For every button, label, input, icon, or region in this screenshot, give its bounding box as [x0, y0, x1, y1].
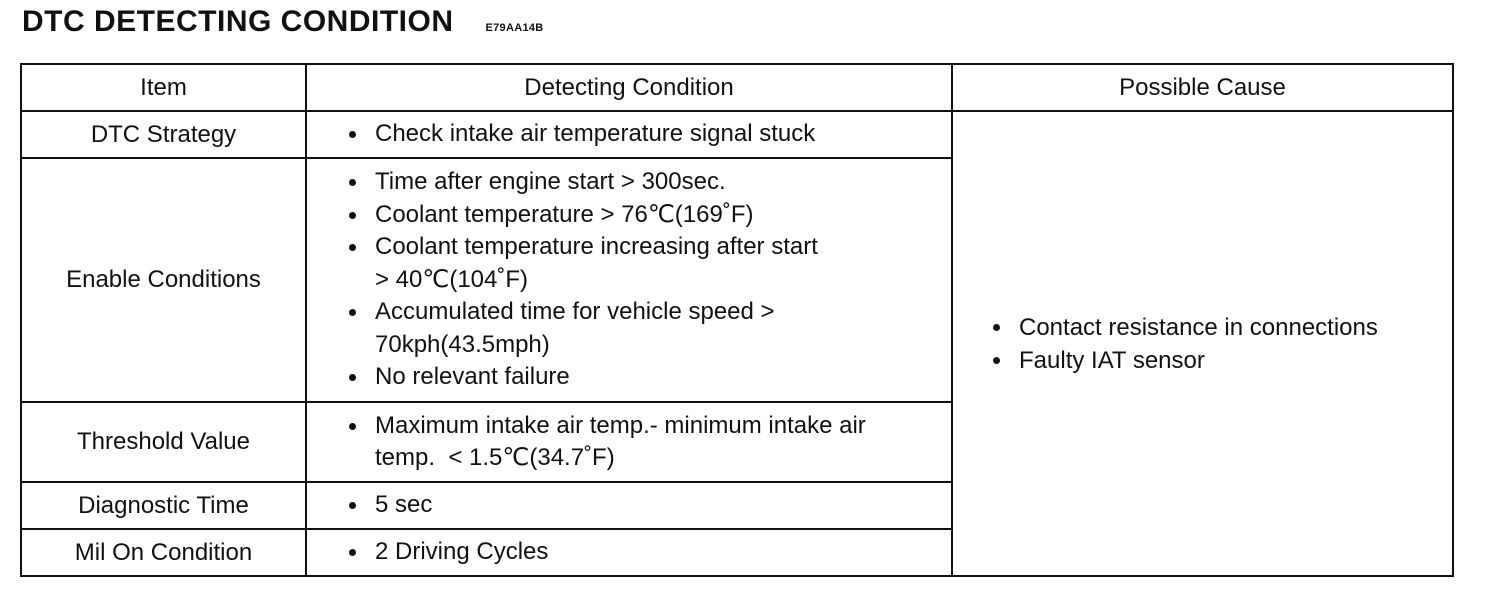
- condition-list: [345, 118, 941, 151]
- list-item: Check intake air temperature signal stuck: [345, 118, 941, 151]
- page-title: DTC DETECTING CONDITION: [22, 5, 454, 38]
- list-item: Accumulated time for vehicle speed > 70kph(43.5mph): [345, 296, 835, 361]
- item-cell: Mil On Condition: [21, 529, 306, 576]
- document-code: E79AA14B: [485, 22, 544, 34]
- item-cell: Enable Conditions: [21, 158, 306, 402]
- dtc-table: [20, 63, 1454, 577]
- column-header-possible-cause: Possible Cause: [952, 64, 1453, 111]
- item-cell: DTC Strategy: [21, 111, 306, 158]
- table-header-row: [21, 64, 1453, 111]
- condition-list: [345, 536, 941, 569]
- condition-cell: [306, 482, 952, 529]
- list-item: Contact resistance in connections: [989, 311, 1452, 344]
- list-item: 5 sec: [345, 489, 941, 522]
- possible-cause-list: [989, 311, 1452, 377]
- list-item: 2 Driving Cycles: [345, 536, 941, 569]
- list-item: Maximum intake air temp.- minimum intake air temp. < 1.5℃(34.7˚F): [345, 410, 915, 475]
- column-header-detecting-condition: Detecting Condition: [306, 64, 952, 111]
- item-cell: Diagnostic Time: [21, 482, 306, 529]
- list-item: Time after engine start > 300sec.: [345, 166, 941, 199]
- condition-cell: [306, 402, 952, 482]
- list-item: Coolant temperature > 76℃(169˚F): [345, 199, 941, 232]
- condition-list: [345, 410, 941, 475]
- item-cell: Threshold Value: [21, 402, 306, 482]
- list-item: Coolant temperature increasing after start > 40℃(104˚F): [345, 231, 835, 296]
- condition-cell: [306, 529, 952, 576]
- column-header-item: Item: [21, 64, 306, 111]
- condition-list: [345, 489, 941, 522]
- list-item: Faulty IAT sensor: [989, 344, 1452, 377]
- header: [22, 2, 544, 42]
- list-item: No relevant failure: [345, 361, 941, 394]
- possible-cause-cell: [952, 111, 1453, 576]
- condition-cell: [306, 158, 952, 402]
- condition-cell: [306, 111, 952, 158]
- condition-list: [345, 166, 941, 394]
- table-row-dtc-strategy: [21, 111, 1453, 158]
